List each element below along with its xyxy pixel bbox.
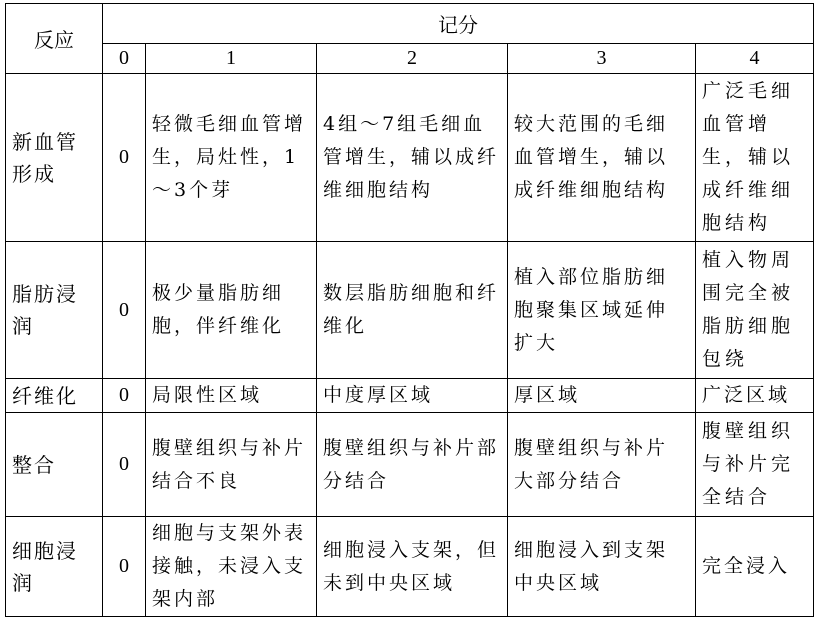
- row-label: 细胞浸润: [6, 517, 103, 617]
- score-level-4: 4: [696, 44, 814, 74]
- row-label: 脂肪浸润: [6, 242, 103, 379]
- score-2-cell: 数层脂肪细胞和纤维化: [317, 242, 508, 379]
- score-2-cell: 细胞浸入支架，但未到中央区域: [317, 517, 508, 617]
- row-label: 新血管形成: [6, 74, 103, 242]
- score-4-cell: 完全浸入: [696, 517, 814, 617]
- table-row: [6, 74, 814, 242]
- table-row: [6, 242, 814, 379]
- score-2-cell: 腹壁组织与补片部分结合: [317, 413, 508, 517]
- table-row: [6, 413, 814, 517]
- score-levels-row: [6, 44, 814, 74]
- score-level-0: 0: [103, 44, 146, 74]
- row-label: 纤维化: [6, 379, 103, 413]
- score-4-cell: 广泛毛细血管增生，辅以成纤维细胞结构: [696, 74, 814, 242]
- score-level-3: 3: [508, 44, 696, 74]
- table-row: [6, 379, 814, 413]
- score-3-cell: 较大范围的毛细血管增生，辅以成纤维细胞结构: [508, 74, 696, 242]
- score-3-cell: 腹壁组织与补片大部分结合: [508, 413, 696, 517]
- header-row: [6, 4, 814, 44]
- score-table: [5, 3, 814, 617]
- score-4-cell: 腹壁组织与补片完全结合: [696, 413, 814, 517]
- score-1-cell: 细胞与支架外表接触，未浸入支架内部: [146, 517, 317, 617]
- score-0-cell: 0: [103, 242, 146, 379]
- score-4-cell: 广泛区域: [696, 379, 814, 413]
- score-1-cell: 局限性区域: [146, 379, 317, 413]
- score-0-cell: 0: [103, 517, 146, 617]
- score-0-cell: 0: [103, 413, 146, 517]
- reaction-header: 反应: [6, 4, 103, 74]
- score-header: 记分: [103, 4, 814, 44]
- score-3-cell: 厚区域: [508, 379, 696, 413]
- score-0-cell: 0: [103, 379, 146, 413]
- score-3-cell: 细胞浸入到支架中央区域: [508, 517, 696, 617]
- score-1-cell: 极少量脂肪细胞，伴纤维化: [146, 242, 317, 379]
- score-level-2: 2: [317, 44, 508, 74]
- score-4-cell: 植入物周围完全被脂肪细胞包绕: [696, 242, 814, 379]
- score-2-cell: 中度厚区域: [317, 379, 508, 413]
- score-1-cell: 腹壁组织与补片结合不良: [146, 413, 317, 517]
- row-label: 整合: [6, 413, 103, 517]
- score-0-cell: 0: [103, 74, 146, 242]
- table-row: [6, 517, 814, 617]
- score-1-cell: 轻微毛细血管增生，局灶性，1～3个芽: [146, 74, 317, 242]
- score-level-1: 1: [146, 44, 317, 74]
- score-2-cell: 4组～7组毛细血管增生，辅以成纤维细胞结构: [317, 74, 508, 242]
- score-3-cell: 植入部位脂肪细胞聚集区域延伸扩大: [508, 242, 696, 379]
